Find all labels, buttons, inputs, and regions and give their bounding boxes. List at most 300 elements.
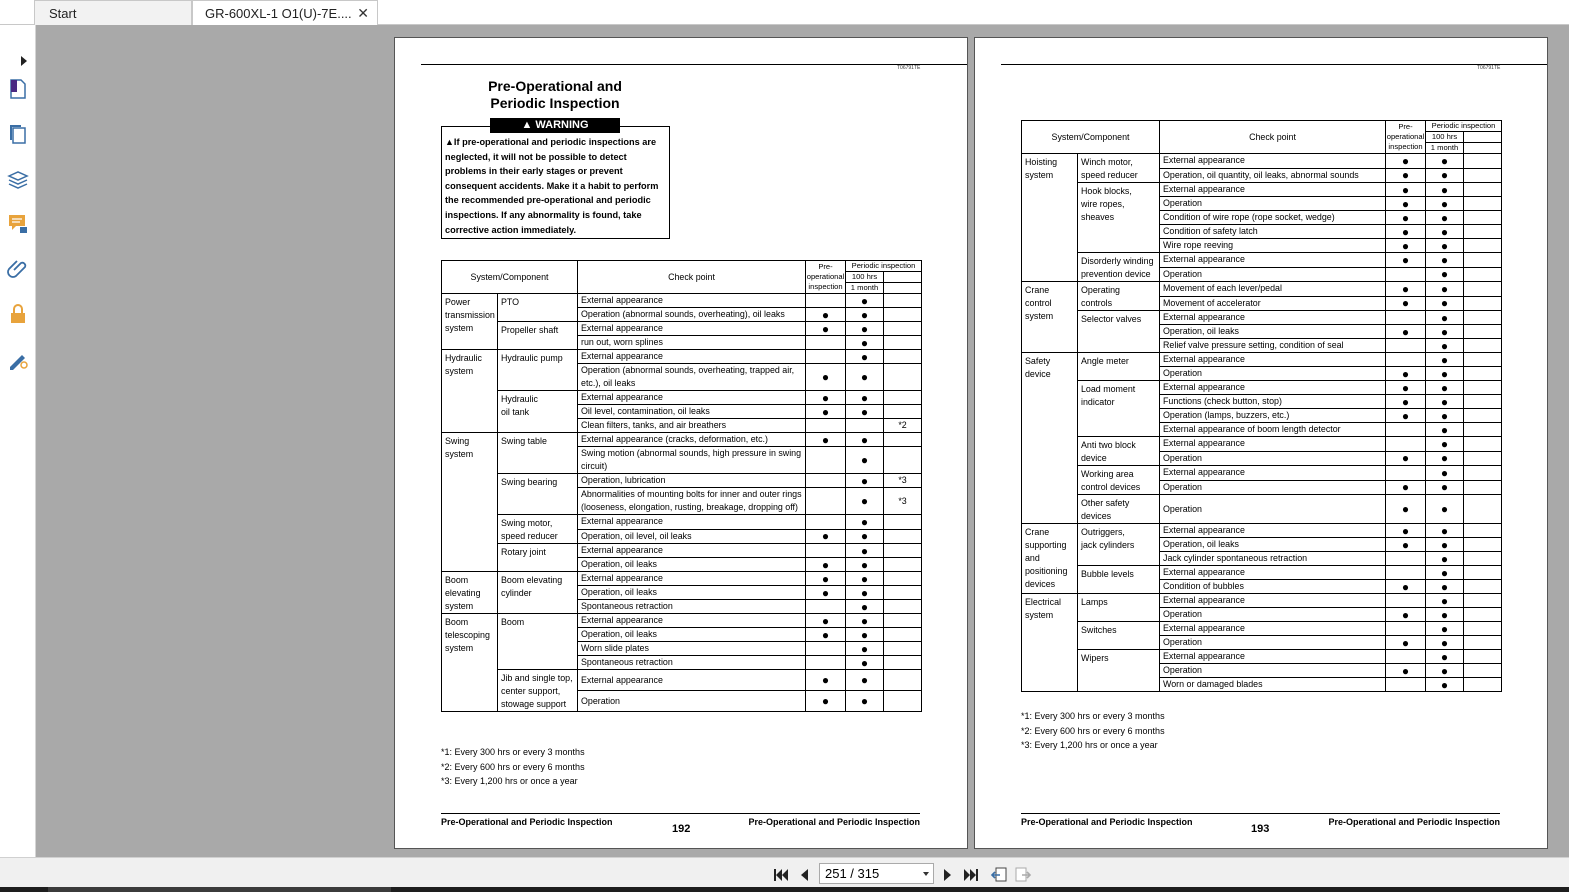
note-cell [884,391,922,405]
footnote: *3: Every 1,200 hrs or once a year [1021,740,1158,751]
pre-operational-mark [1386,552,1426,566]
last-page-icon[interactable] [962,866,980,884]
component-cell: Swing bearing [498,474,578,515]
pre-operational-mark: ● [1386,325,1426,339]
note-cell [1464,282,1502,297]
periodic-mark: ● [1426,183,1464,197]
checkpoint-cell: Operation, oil leaks [578,558,806,572]
checkpoint-cell: Wire rope reeving [1160,239,1386,253]
note-cell [1464,296,1502,311]
pre-operational-mark [806,488,846,515]
note-cell [1464,239,1502,253]
checkpoint-cell: Worn slide plates [578,642,806,656]
checkpoint-cell: Operation [1160,451,1386,466]
pre-operational-mark: ● [806,322,846,336]
checkpoint-cell: Operation [578,691,806,712]
checkpoint-cell: Operation [1160,267,1386,282]
system-cell: Crane supporting and positioning devices [1022,524,1078,594]
checkpoint-cell: Spontaneous retraction [578,656,806,670]
pre-operational-mark [806,336,846,350]
periodic-mark: ● [1426,225,1464,239]
page-indicator: 251 / 315 [825,866,880,881]
note-cell [1464,538,1502,552]
checkpoint-cell: External appearance [578,614,806,628]
close-icon[interactable]: ✕ [357,5,369,21]
pre-operational-mark [1386,566,1426,580]
checkpoint-cell: External appearance [578,670,806,691]
pre-operational-header: Pre- operational inspection [1386,121,1426,154]
periodic-mark: ● [1426,622,1464,636]
note-cell [884,544,922,558]
periodic-mark: ● [1426,395,1464,409]
pre-operational-mark: ● [1386,451,1426,466]
layers-icon[interactable] [6,167,30,191]
periodic-mark: ● [846,308,884,322]
note-cell [884,364,922,391]
warning-label-text: WARNING [535,119,589,131]
month-header: 1 month [846,283,884,294]
note-cell [1464,495,1502,524]
table-row [1022,524,1502,538]
pre-operational-mark: ● [1386,664,1426,678]
checkpoint-cell: External appearance [1160,594,1386,608]
component-cell: Hook blocks, wire ropes, sheaves [1078,183,1160,253]
pre-operational-mark: ● [1386,409,1426,423]
pre-operational-mark [806,419,846,433]
taskbar-strip [0,887,1569,892]
component-cell: Hydraulic oil tank [498,391,578,433]
checkpoint-cell: External appearance [1160,253,1386,268]
table-row [1022,311,1502,325]
checkpoint-cell: External appearance [1160,524,1386,538]
tab-start[interactable] [34,0,192,25]
note-cell [1464,197,1502,211]
pre-operational-mark: ● [1386,367,1426,381]
warning-triangle-icon: ▲ [445,137,454,147]
page-192 [394,37,968,849]
table-header-row [1022,121,1502,132]
note-cell [884,322,922,336]
note-cell [884,572,922,586]
note-cell [1464,423,1502,437]
periodic-mark: ● [846,474,884,488]
component-cell: Selector valves [1078,311,1160,353]
checkpoint-cell: Condition of wire rope (rope socket, wedge) [1160,211,1386,225]
component-cell: Swing table [498,433,578,474]
component-cell: Load moment indicator [1078,381,1160,437]
periodic-mark: ● [1426,636,1464,650]
component-cell: Anti two block device [1078,437,1160,466]
periodic-mark: ● [1426,538,1464,552]
note-cell: *2 [884,419,922,433]
pre-operational-mark: ● [806,308,846,322]
periodic-mark: ● [1426,437,1464,452]
checkpoint-cell: External appearance of boom length detector [1160,423,1386,437]
first-page-icon[interactable] [772,866,790,884]
periodic-mark: ● [846,614,884,628]
periodic-mark: ● [846,350,884,364]
periodic-mark: ● [1426,253,1464,268]
checkpoint-cell: Operation, lubrication [578,474,806,488]
periodic-mark: ● [1426,423,1464,437]
page-193 [974,37,1548,849]
table-row [1022,282,1502,297]
footnote: *3: Every 1,200 hrs or once a year [441,776,578,787]
periodic-mark: ● [1426,594,1464,608]
note-cell [1464,622,1502,636]
note-cell [884,336,922,350]
document-viewer [36,25,1569,857]
system-cell: Crane control system [1022,282,1078,353]
page-title: Pre-Operational and Periodic Inspection [488,78,622,111]
checkpoint-cell: Condition of safety latch [1160,225,1386,239]
checkpoint-cell: Spontaneous retraction [578,600,806,614]
table-row [442,670,922,691]
periodic-mark: ● [1426,480,1464,495]
pre-operational-mark: ● [1386,183,1426,197]
checkpoint-cell: External appearance [578,322,806,336]
note-cell [884,628,922,642]
system-header: System/Component [1022,121,1160,154]
note-cell [1464,678,1502,692]
periodic-mark: ● [846,529,884,544]
checkpoint-cell: Functions (check button, stop) [1160,395,1386,409]
system-cell: Hydraulic system [442,350,498,433]
pre-operational-mark [1386,353,1426,367]
table-row [1022,154,1502,169]
checkpoint-cell: Operation [1160,367,1386,381]
note-cell [1464,211,1502,225]
note-cell [1464,466,1502,481]
checkpoint-cell: External appearance (cracks, deformation, etc.) [578,433,806,447]
pre-operational-mark [806,642,846,656]
footer-title-right: Pre-Operational and Periodic Inspection [748,817,920,827]
checkpoint-cell: Oil level, contamination, oil leaks [578,405,806,419]
checkpoint-cell: External appearance [578,515,806,530]
checkpoint-cell: Movement of each lever/pedal [1160,282,1386,297]
table-row [1022,466,1502,481]
system-cell: Swing system [442,433,498,572]
footnote: *2: Every 600 hrs or every 6 months [441,761,585,772]
note-cell [1464,311,1502,325]
periodic-mark: ● [846,558,884,572]
page-number: 193 [1251,823,1270,835]
periodic-mark: ● [846,447,884,474]
periodic-mark: ● [1426,339,1464,353]
pre-operational-mark: ● [806,614,846,628]
pre-operational-mark [806,447,846,474]
component-cell: Swing motor, speed reducer [498,515,578,544]
footer-title-left: Pre-Operational and Periodic Inspection [1021,817,1193,827]
note-cell [884,529,922,544]
chevron-down-icon[interactable] [923,872,929,876]
note-cell: *3 [884,488,922,515]
month-header: 1 month [1426,143,1464,154]
component-cell: Winch motor, speed reducer [1078,154,1160,183]
periodic-mark: ● [1426,451,1464,466]
pre-operational-mark: ● [1386,381,1426,395]
pre-operational-mark [1386,339,1426,353]
note-cell [884,405,922,419]
periodic-mark: ● [1426,311,1464,325]
periodic-header: Periodic inspection [1426,121,1502,132]
pre-operational-mark: ● [1386,168,1426,183]
checkpoint-cell: External appearance [1160,650,1386,664]
component-cell: Switches [1078,622,1160,650]
checkpoint-cell: Operation (abnormal sounds, overheating, trapped air, etc.), oil leaks [578,364,806,391]
periodic-mark: ● [1426,524,1464,538]
pre-operational-mark: ● [1386,495,1426,524]
component-cell: Other safety devices [1078,495,1160,524]
pre-operational-mark [806,544,846,558]
pre-operational-mark: ● [806,691,846,712]
checkpoint-cell: External appearance [1160,466,1386,481]
note-cell [1464,594,1502,608]
table-row [1022,353,1502,367]
hrs-header: 100 hrs [846,272,884,283]
system-header: System/Component [442,261,578,294]
pre-operational-mark: ● [806,572,846,586]
note-cell [1464,650,1502,664]
pre-operational-mark [1386,267,1426,282]
periodic-header: Periodic inspection [846,261,922,272]
periodic-mark: ● [1426,211,1464,225]
periodic-mark: ● [846,670,884,691]
periodic-mark: ● [846,405,884,419]
table-row [442,474,922,488]
comments-icon[interactable] [6,212,30,236]
lock-icon[interactable] [6,302,30,326]
previous-page-icon[interactable] [796,866,814,884]
warning-box [441,119,670,239]
periodic-mark: ● [1426,409,1464,423]
checkpoint-cell: Operation, oil leaks [1160,325,1386,339]
document-code: T06791TE [1477,65,1501,71]
pre-operational-mark: ● [1386,538,1426,552]
warning-text-body: If pre-operational and periodic inspections are neglected, it will not be possible to detect problems in their early stages or prevent consequent accidents. Make it a habit to perform the recommended pre-operational and periodic inspections. If any abnormality is found, take corrective action immediately. [445,137,659,235]
checkpoint-cell: Operation [1160,636,1386,650]
note-cell [884,656,922,670]
taskbar-segment [48,887,391,892]
tab-document[interactable] [192,0,378,25]
pre-operational-mark [1386,311,1426,325]
next-page-icon[interactable] [938,866,956,884]
previous-view-icon[interactable] [990,866,1008,884]
pre-operational-mark: ● [1386,154,1426,169]
pre-operational-mark: ● [806,391,846,405]
checkpoint-cell: Operation, oil leaks [578,586,806,600]
note-cell [1464,225,1502,239]
table-row [1022,183,1502,197]
pre-operational-mark: ● [806,433,846,447]
note-cell [884,558,922,572]
signature-icon[interactable] [6,347,30,371]
left-sidebar [0,25,36,857]
note-cell [1464,168,1502,183]
checkpoint-cell: Operation [1160,664,1386,678]
table-row [442,544,922,558]
checkpoint-cell: Operation, oil leaks [578,628,806,642]
pre-operational-mark [1386,650,1426,664]
pre-operational-mark: ● [806,670,846,691]
note-cell [884,600,922,614]
checkpoint-cell: External appearance [1160,622,1386,636]
note-cell [1464,339,1502,353]
periodic-mark: ● [846,600,884,614]
periodic-mark: ● [1426,353,1464,367]
periodic-mark: ● [846,294,884,308]
periodic-mark: ● [846,586,884,600]
next-view-icon[interactable] [1014,866,1032,884]
component-cell: Angle meter [1078,353,1160,381]
pages-icon[interactable] [6,122,30,146]
periodic-mark: ● [1426,580,1464,594]
blank-header [884,283,922,294]
checkpoint-cell: Operation, oil leaks [1160,538,1386,552]
pre-operational-mark: ● [806,529,846,544]
pre-operational-mark: ● [806,405,846,419]
system-cell: Boom elevating system [442,572,498,614]
periodic-mark: ● [846,488,884,515]
component-cell: Outriggers, jack cylinders [1078,524,1160,566]
checkpoint-cell: External appearance [1160,311,1386,325]
note-cell [1464,608,1502,622]
periodic-mark: ● [1426,367,1464,381]
footer-rule [1021,813,1500,814]
table-row [442,391,922,405]
header-rule [1001,64,1547,65]
blank-header [1464,143,1502,154]
pre-operational-mark: ● [1386,296,1426,311]
system-cell: Safety device [1022,353,1078,524]
pre-operational-mark [806,656,846,670]
component-cell: Jib and single top, center support, stowage support [498,670,578,712]
table-row [1022,437,1502,452]
table-row [1022,594,1502,608]
note-cell [1464,395,1502,409]
table-row [1022,381,1502,395]
system-cell: Hoisting system [1022,154,1078,282]
checkpoint-cell: External appearance [1160,381,1386,395]
component-cell: PTO [498,294,578,322]
periodic-mark: ● [846,656,884,670]
note-cell [1464,353,1502,367]
note-cell [1464,636,1502,650]
periodic-mark: ● [1426,466,1464,481]
warning-text [445,135,666,237]
component-cell: Lamps [1078,594,1160,622]
pre-operational-mark: ● [1386,480,1426,495]
note-cell [884,642,922,656]
checkpoint-cell: Operation (lamps, buzzers, etc.) [1160,409,1386,423]
pre-operational-mark: ● [1386,253,1426,268]
checkpoint-cell: External appearance [1160,183,1386,197]
checkpoint-cell: External appearance [578,544,806,558]
component-cell: Disorderly winding prevention device [1078,253,1160,282]
periodic-mark: ● [1426,608,1464,622]
note-cell [884,350,922,364]
footnote: *2: Every 600 hrs or every 6 months [1021,725,1165,736]
footnotes [441,745,585,789]
checkpoint-cell: Condition of bubbles [1160,580,1386,594]
periodic-mark: ● [846,364,884,391]
component-cell: Hydraulic pump [498,350,578,391]
note-cell [1464,437,1502,452]
note-cell [1464,580,1502,594]
periodic-mark: ● [846,391,884,405]
periodic-mark: ● [1426,168,1464,183]
periodic-mark: ● [1426,197,1464,211]
checkpoint-cell: External appearance [1160,437,1386,452]
table-row [442,294,922,308]
checkpoint-cell: Relief valve pressure setting, condition of seal [1160,339,1386,353]
note-cell [884,308,922,322]
table-row [1022,495,1502,524]
pre-operational-mark [806,600,846,614]
periodic-mark: ● [846,544,884,558]
pre-operational-mark: ● [1386,580,1426,594]
checkpoint-cell: Operation, oil level, oil leaks [578,529,806,544]
table-row [442,322,922,336]
checkpoint-cell: External appearance [1160,566,1386,580]
checkpoint-cell: Operation [1160,608,1386,622]
note-cell [1464,664,1502,678]
header-rule [421,64,967,65]
checkpoint-cell: External appearance [578,572,806,586]
expand-panel-icon[interactable] [21,56,27,66]
note-cell [1464,154,1502,169]
checkpoint-cell: Jack cylinder spontaneous retraction [1160,552,1386,566]
component-cell: Rotary joint [498,544,578,572]
pre-operational-mark [806,294,846,308]
footnotes [1021,709,1165,753]
system-cell: Power transmission system [442,294,498,350]
checkpoint-header: Check point [578,261,806,294]
pre-operational-mark: ● [1386,225,1426,239]
table-row [442,433,922,447]
pre-operational-mark: ● [1386,239,1426,253]
system-cell: Boom telescoping system [442,614,498,712]
periodic-mark: ● [1426,664,1464,678]
page-number-input[interactable] [819,863,934,884]
component-cell: Wipers [1078,650,1160,692]
checkpoint-cell: Worn or damaged blades [1160,678,1386,692]
periodic-mark [846,419,884,433]
pre-operational-mark [806,350,846,364]
pre-operational-mark: ● [1386,395,1426,409]
checkpoint-cell: External appearance [578,294,806,308]
document-code: T06791TE [897,65,921,71]
table-row [1022,622,1502,636]
bookmark-icon[interactable] [6,77,30,101]
checkpoint-cell: run out, worn splines [578,336,806,350]
attachment-icon[interactable] [6,257,30,281]
note-cell [1464,409,1502,423]
pre-operational-mark [806,515,846,530]
table-row [1022,566,1502,580]
periodic-mark: ● [1426,552,1464,566]
note-cell [1464,480,1502,495]
pre-operational-mark: ● [1386,197,1426,211]
checkpoint-cell: Operation [1160,495,1386,524]
periodic-mark: ● [1426,296,1464,311]
footnote: *1: Every 300 hrs or every 3 months [441,747,585,757]
warning-label: ▲ WARNING [490,118,620,133]
periodic-mark: ● [846,572,884,586]
component-cell: Boom [498,614,578,670]
periodic-mark: ● [846,336,884,350]
blank-header [884,272,922,283]
